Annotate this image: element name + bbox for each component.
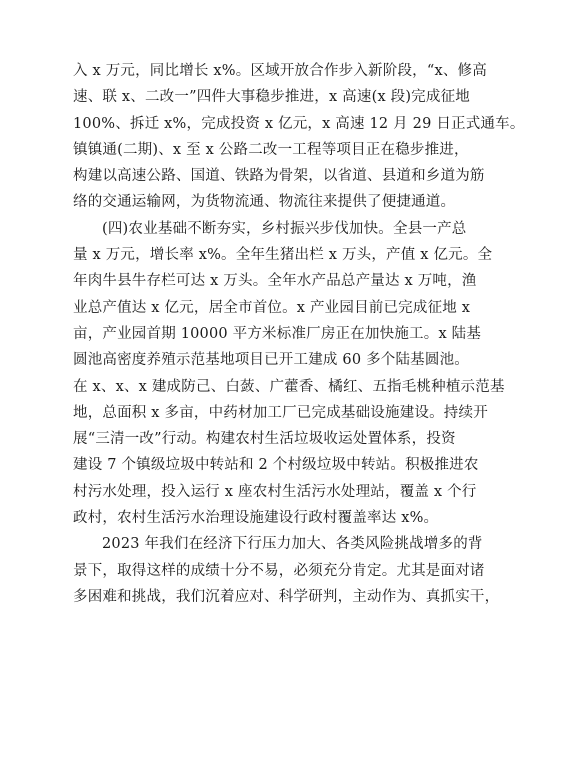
text-line: 络的交通运输网，为货物流通、物流往来提供了便捷通道。	[73, 194, 456, 211]
text-line: 年肉牛县牛存栏可达 x 万头。全年水产品总产量达 x 万吨，渔	[73, 273, 477, 290]
text-line: 镇镇通(二期)、x 至 x 公路二改一工程等项目正在稳步推进，	[73, 141, 469, 158]
text-line: 亩，产业园首期 10000 平方米标准厂房正在加快施工。x 陆基	[73, 325, 482, 342]
text-line: 100%、拆迁 x%，完成投资 x 亿元，x 高速 12 月 29 日正式通车。	[73, 115, 525, 132]
text-line: 村污水处理，投入运行 x 座农村生活污水处理站，覆盖 x 个行	[73, 483, 477, 500]
text-line: 圆池高密度养殖示范基地项目已开工建成 60 多个陆基圆池。	[73, 352, 469, 369]
text-line: 入 x 万元，同比增长 x%。区域开放合作步入新阶段，“x、修高	[73, 63, 487, 79]
text-line: 在 x、x、x 建成防己、白蔹、广藿香、橘红、五指毛桃种植示范基	[73, 378, 505, 395]
text-line: 多困难和挑战，我们沉着应对、科学研判，主动作为、真抓实干，	[73, 588, 500, 605]
text-line: (四)农业基础不断夯实，乡村振兴步伐加快。全县一产总	[102, 220, 467, 237]
text-line: 构建以高速公路、国道、铁路为骨架，以省道、县道和乡道为筋	[73, 168, 485, 185]
text-line: 速、联 x、二改一”四件大事稳步推进，x 高速(x 段)完成征地	[73, 89, 470, 106]
text-line: 量 x 万元，增长率 x%。全年生猪出栏 x 万头，产值 x 亿元。全	[73, 247, 493, 264]
text-line: 2023 年我们在经济下行压力加大、各类风险挑战增多的背	[102, 536, 483, 553]
document-page	[73, 58, 525, 610]
text-line: 政村，农村生活污水治理设施建设行政村覆盖率达 x%。	[73, 510, 439, 527]
text-line: 业总产值达 x 亿元，居全市首位。x 产业园目前已完成征地 x	[73, 299, 471, 316]
paragraph-agriculture	[73, 216, 513, 532]
paragraph-transport	[73, 58, 525, 216]
text-line: 建设 7 个镇级垃圾中转站和 2 个村级垃圾中转站。积极推进农	[73, 457, 479, 474]
text-line: 地，总面积 x 多亩，中药材加工厂已完成基础设施建设。持续开	[73, 404, 488, 421]
paragraph-summary	[73, 531, 513, 610]
text-line: 景下，取得这样的成绩十分不易，必须充分肯定。尤其是面对诸	[73, 562, 485, 579]
text-line: 展“三清一改”行动。构建农村生活垃圾收运处置体系，投资	[73, 431, 456, 448]
